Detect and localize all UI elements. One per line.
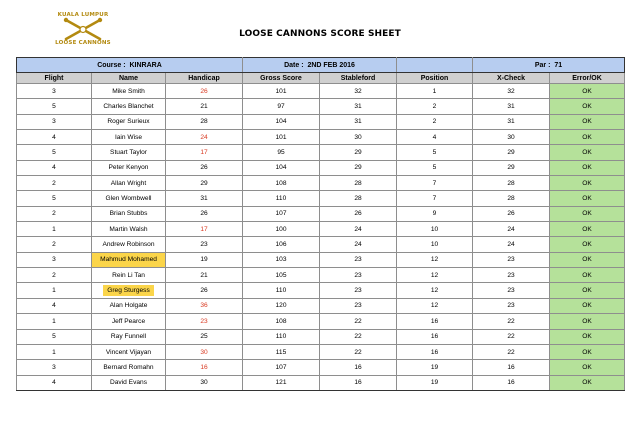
cell-position: 16 (397, 344, 473, 359)
cell-name (92, 283, 166, 298)
cell-status: OK (550, 145, 625, 160)
table-row (17, 268, 625, 283)
cell-xcheck: 23 (473, 268, 550, 283)
cell-status: OK (550, 130, 625, 145)
cell-position: 5 (397, 145, 473, 160)
cell-flight: 1 (17, 222, 92, 237)
player-name: Alan Holgate (109, 302, 148, 310)
cell-name (92, 360, 166, 375)
player-name: Vincent Vijayan (105, 348, 152, 356)
cell-position: 12 (397, 252, 473, 267)
cell-status: OK (550, 375, 625, 390)
cell-flight: 1 (17, 314, 92, 329)
date-label: Date : (284, 61, 304, 69)
cell-flight: 4 (17, 298, 92, 313)
cell-position: 2 (397, 114, 473, 129)
table-row (17, 84, 625, 99)
cell-stableford: 16 (320, 375, 397, 390)
cell-gross-score: 106 (243, 237, 320, 252)
par-cell (473, 58, 625, 73)
cell-flight: 5 (17, 99, 92, 114)
cell-handicap: 29 (166, 176, 243, 191)
cell-name (92, 99, 166, 114)
cell-position: 12 (397, 298, 473, 313)
table-row (17, 360, 625, 375)
cell-flight: 1 (17, 344, 92, 359)
player-name: Glen Wombwell (105, 195, 152, 203)
cell-handicap: 31 (166, 191, 243, 206)
cell-flight: 5 (17, 145, 92, 160)
table-row (17, 314, 625, 329)
cell-status: OK (550, 298, 625, 313)
cell-stableford: 31 (320, 114, 397, 129)
cell-name (92, 114, 166, 129)
cell-handicap: 26 (166, 283, 243, 298)
player-name: Jeff Pearce (111, 317, 146, 325)
cell-status: OK (550, 283, 625, 298)
cell-name (92, 252, 166, 267)
course-value: KINRARA (129, 61, 162, 69)
cell-handicap: 26 (166, 160, 243, 175)
cell-stableford: 24 (320, 222, 397, 237)
cell-xcheck: 26 (473, 206, 550, 221)
cell-xcheck: 30 (473, 130, 550, 145)
table-row (17, 375, 625, 390)
cell-gross-score: 103 (243, 252, 320, 267)
cell-gross-score: 100 (243, 222, 320, 237)
cell-flight: 4 (17, 160, 92, 175)
cell-handicap: 21 (166, 99, 243, 114)
cell-stableford: 23 (320, 298, 397, 313)
cell-name (92, 191, 166, 206)
cell-status: OK (550, 252, 625, 267)
page-title: LOOSE CANNONS SCORE SHEET (239, 29, 401, 39)
cell-xcheck: 28 (473, 176, 550, 191)
cell-name (92, 314, 166, 329)
cell-status: OK (550, 329, 625, 344)
cell-xcheck: 24 (473, 222, 550, 237)
cell-flight: 4 (17, 375, 92, 390)
table-row (17, 252, 625, 267)
course-cell (17, 58, 243, 73)
player-name: Brian Stubbs (109, 210, 148, 218)
cell-flight: 3 (17, 252, 92, 267)
table-row (17, 114, 625, 129)
table-row (17, 99, 625, 114)
cell-flight: 5 (17, 191, 92, 206)
cell-xcheck: 23 (473, 298, 550, 313)
cell-status: OK (550, 84, 625, 99)
cell-status: OK (550, 344, 625, 359)
cell-gross-score: 97 (243, 99, 320, 114)
course-label: Course : (97, 61, 126, 69)
cell-status: OK (550, 222, 625, 237)
cell-position: 12 (397, 283, 473, 298)
cell-handicap: 23 (166, 237, 243, 252)
cell-handicap: 30 (166, 375, 243, 390)
cell-gross-score: 101 (243, 84, 320, 99)
player-name: Peter Kenyon (108, 164, 149, 172)
par-label: Par : (534, 61, 551, 69)
cell-flight: 3 (17, 360, 92, 375)
cell-flight: 2 (17, 268, 92, 283)
col-header-stableford: Stableford (320, 73, 397, 84)
cell-xcheck: 31 (473, 99, 550, 114)
cell-stableford: 22 (320, 329, 397, 344)
cell-flight: 3 (17, 114, 92, 129)
cell-xcheck: 22 (473, 314, 550, 329)
cell-stableford: 29 (320, 160, 397, 175)
table-row (17, 176, 625, 191)
cell-stableford: 23 (320, 252, 397, 267)
cell-position: 7 (397, 191, 473, 206)
cell-name (92, 268, 166, 283)
cell-position: 5 (397, 160, 473, 175)
cell-handicap: 19 (166, 252, 243, 267)
player-name: Bernard Romahn (103, 363, 154, 371)
player-name: Martin Walsh (109, 225, 148, 233)
col-header-name: Name (92, 73, 166, 84)
cell-gross-score: 120 (243, 298, 320, 313)
player-name: David Evans (109, 379, 148, 387)
player-name: Stuart Taylor (110, 149, 147, 157)
cell-position: 12 (397, 268, 473, 283)
table-row (17, 130, 625, 145)
cell-xcheck: 22 (473, 344, 550, 359)
cell-gross-score: 104 (243, 160, 320, 175)
cell-gross-score: 115 (243, 344, 320, 359)
cell-gross-score: 108 (243, 176, 320, 191)
cell-position: 9 (397, 206, 473, 221)
cell-xcheck: 16 (473, 375, 550, 390)
cell-name (92, 176, 166, 191)
cell-stableford: 29 (320, 145, 397, 160)
cell-flight: 2 (17, 206, 92, 221)
cell-xcheck: 23 (473, 283, 550, 298)
cell-name (92, 298, 166, 313)
cell-xcheck: 22 (473, 329, 550, 344)
col-header-xcheck: X-Check (473, 73, 550, 84)
header-row (17, 73, 625, 84)
cell-flight: 2 (17, 237, 92, 252)
cell-name (92, 84, 166, 99)
info-spacer-cell (397, 58, 473, 73)
cell-status: OK (550, 114, 625, 129)
logo-text-bottom: LOOSE CANNONS (55, 40, 111, 46)
cell-stableford: 22 (320, 314, 397, 329)
cell-xcheck: 23 (473, 252, 550, 267)
logo-text-top: KUALA LUMPUR (57, 12, 109, 18)
club-logo (52, 8, 114, 48)
table-row (17, 329, 625, 344)
cell-xcheck: 28 (473, 191, 550, 206)
cell-name (92, 344, 166, 359)
player-name: Greg Sturgess (103, 285, 154, 296)
cell-name (92, 237, 166, 252)
cell-stableford: 28 (320, 176, 397, 191)
cell-status: OK (550, 176, 625, 191)
cell-gross-score: 95 (243, 145, 320, 160)
col-header-handicap: Handicap (166, 73, 243, 84)
table-row (17, 191, 625, 206)
cell-flight: 3 (17, 84, 92, 99)
cell-flight: 5 (17, 329, 92, 344)
cell-position: 10 (397, 237, 473, 252)
cell-gross-score: 105 (243, 268, 320, 283)
cell-xcheck: 31 (473, 114, 550, 129)
player-name: Roger Surieux (107, 118, 150, 126)
cell-stableford: 23 (320, 268, 397, 283)
cell-stableford: 30 (320, 130, 397, 145)
cell-name (92, 206, 166, 221)
cell-xcheck: 29 (473, 145, 550, 160)
player-name: Mike Smith (112, 87, 145, 95)
table-row (17, 344, 625, 359)
col-header-gross-score: Gross Score (243, 73, 320, 84)
cell-xcheck: 16 (473, 360, 550, 375)
score-table (16, 57, 625, 391)
cell-handicap: 24 (166, 130, 243, 145)
player-name: Andrew Robinson (102, 241, 155, 249)
cell-position: 2 (397, 99, 473, 114)
cell-gross-score: 121 (243, 375, 320, 390)
cell-position: 1 (397, 84, 473, 99)
cell-xcheck: 29 (473, 160, 550, 175)
cell-gross-score: 110 (243, 191, 320, 206)
cell-handicap: 28 (166, 114, 243, 129)
cell-position: 4 (397, 130, 473, 145)
cell-stableford: 24 (320, 237, 397, 252)
cell-gross-score: 107 (243, 206, 320, 221)
cell-gross-score: 104 (243, 114, 320, 129)
cell-gross-score: 108 (243, 314, 320, 329)
cell-stableford: 32 (320, 84, 397, 99)
par-value: 71 (554, 61, 563, 69)
cell-status: OK (550, 160, 625, 175)
cell-status: OK (550, 191, 625, 206)
col-header-error-ok: Error/OK (550, 73, 625, 84)
col-header-position: Position (397, 73, 473, 84)
player-name: Ray Funnell (110, 333, 147, 341)
cell-position: 16 (397, 314, 473, 329)
cell-name (92, 145, 166, 160)
player-name: Iain Wise (114, 133, 143, 141)
cell-gross-score: 110 (243, 329, 320, 344)
cell-name (92, 160, 166, 175)
table-row (17, 298, 625, 313)
cell-stableford: 22 (320, 344, 397, 359)
table-row (17, 283, 625, 298)
cell-status: OK (550, 268, 625, 283)
date-cell (243, 58, 397, 73)
cell-position: 7 (397, 176, 473, 191)
table-row (17, 222, 625, 237)
cell-handicap: 23 (166, 314, 243, 329)
score-rows (17, 84, 625, 391)
cell-handicap: 16 (166, 360, 243, 375)
col-header-flight: Flight (17, 73, 92, 84)
table-row (17, 206, 625, 221)
cell-handicap: 30 (166, 344, 243, 359)
date-value: 2ND FEB 2016 (307, 61, 355, 69)
cell-status: OK (550, 99, 625, 114)
cell-gross-score: 110 (243, 283, 320, 298)
player-name: Mahmud Mohamed (100, 256, 157, 264)
cell-handicap: 26 (166, 84, 243, 99)
cell-status: OK (550, 360, 625, 375)
cell-flight: 4 (17, 130, 92, 145)
cell-status: OK (550, 237, 625, 252)
cell-stableford: 31 (320, 99, 397, 114)
cell-status: OK (550, 206, 625, 221)
cell-position: 10 (397, 222, 473, 237)
cell-handicap: 17 (166, 145, 243, 160)
cell-name (92, 130, 166, 145)
cell-status: OK (550, 314, 625, 329)
cell-handicap: 21 (166, 268, 243, 283)
cell-xcheck: 32 (473, 84, 550, 99)
player-name: Rein Li Tan (112, 271, 145, 279)
cell-handicap: 36 (166, 298, 243, 313)
cell-handicap: 17 (166, 222, 243, 237)
cell-handicap: 26 (166, 206, 243, 221)
cell-handicap: 25 (166, 329, 243, 344)
cell-stableford: 16 (320, 360, 397, 375)
table-row (17, 160, 625, 175)
cell-position: 19 (397, 360, 473, 375)
table-row (17, 145, 625, 160)
info-row (17, 58, 625, 73)
cell-stableford: 23 (320, 283, 397, 298)
cell-name (92, 329, 166, 344)
cell-gross-score: 107 (243, 360, 320, 375)
cell-flight: 1 (17, 283, 92, 298)
cell-gross-score: 101 (243, 130, 320, 145)
cell-position: 19 (397, 375, 473, 390)
cell-name (92, 222, 166, 237)
cell-name (92, 375, 166, 390)
cell-xcheck: 24 (473, 237, 550, 252)
cell-flight: 2 (17, 176, 92, 191)
cell-stableford: 26 (320, 206, 397, 221)
cell-position: 16 (397, 329, 473, 344)
player-name: Charles Blanchet (103, 103, 154, 111)
player-name: Allan Wright (110, 179, 147, 187)
table-row (17, 237, 625, 252)
cell-stableford: 28 (320, 191, 397, 206)
